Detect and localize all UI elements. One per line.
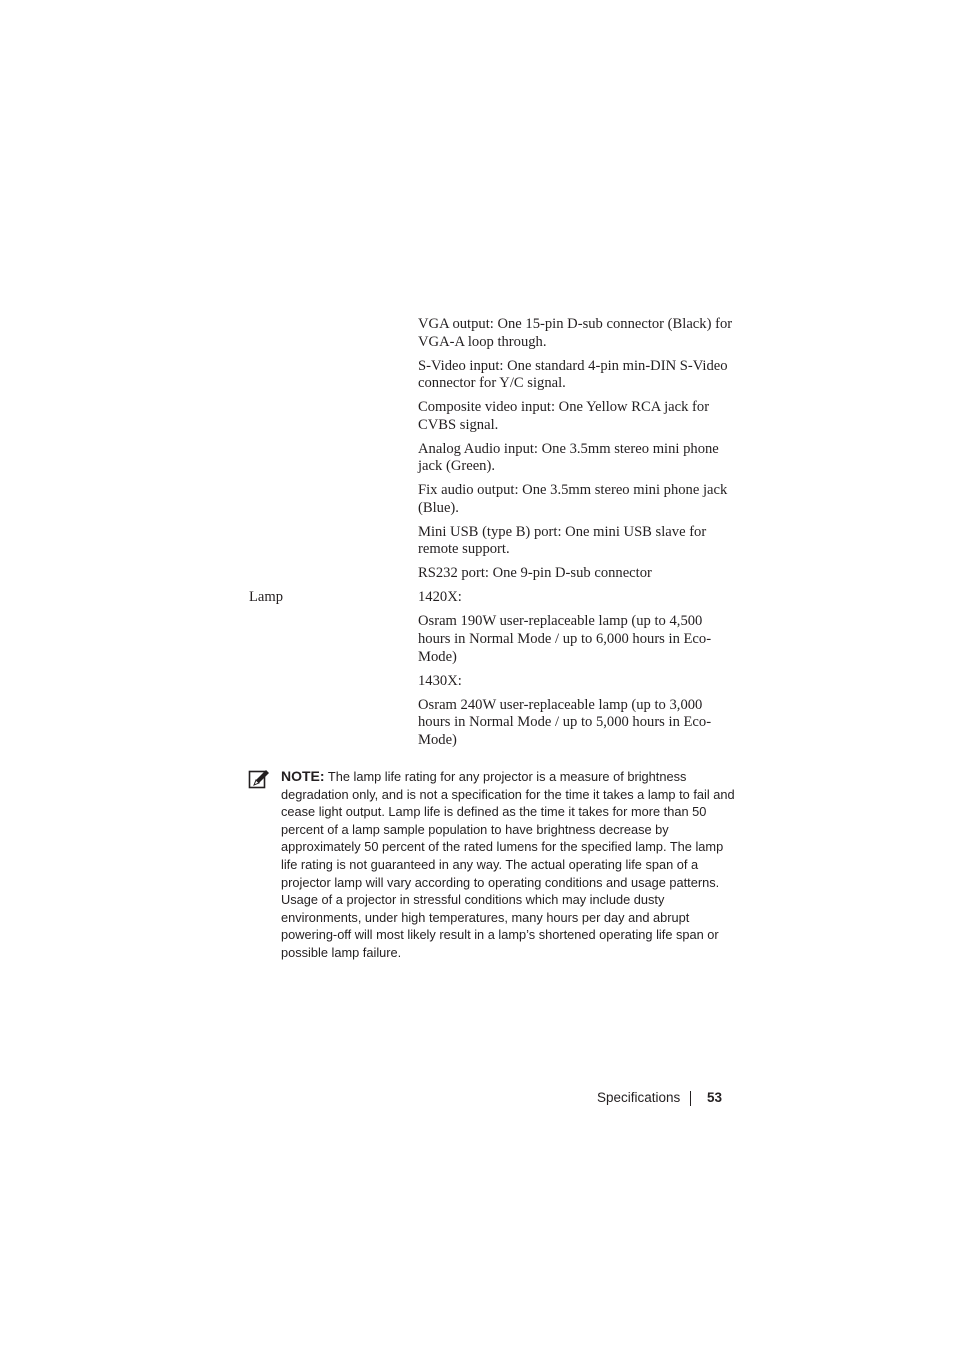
spec-value-mini-usb-port: Mini USB (type B) port: One mini USB slave for remote support. [418, 523, 707, 558]
spec-value-rs232-port: RS232 port: One 9-pin D-sub connector [418, 565, 652, 582]
spec-value-s-video-input: S-Video input: One standard 4-pin min-DIN S-Video connector for Y/C signal. [418, 357, 728, 392]
spec-value-composite-input: Composite video input: One Yellow RCA jack for CVBS signal. [418, 399, 710, 433]
spec-value-analog-audio-input: Analog Audio input: One 3.5mm stereo mini phone jack (Green). [418, 440, 719, 475]
spec-value-lamp-1420x: Osram 190W user-replaceable lamp (up to 4,500 hours in Normal Mode / up to 6,000 hours in Eco-Mode) [418, 613, 712, 665]
spec-table [0, 316, 954, 756]
page-number: 53 [707, 1090, 723, 1105]
note-text [281, 768, 738, 962]
note-box [248, 768, 738, 962]
footer-section-title: Specifications [597, 1090, 681, 1105]
spec-value-vga-output: VGA output: One 15-pin D-sub connector (Black) for VGA-A loop through. [418, 316, 733, 350]
spec-label-lamp: Lamp [249, 589, 284, 606]
spec-value-lamp-1430x: Osram 240W user-replaceable lamp (up to 3,000 hours in Normal Mode / up to 5,000 hours in Eco-Mode) [418, 696, 712, 748]
note-pencil-icon [248, 768, 270, 790]
note-label: NOTE: [281, 768, 325, 784]
spec-value-lamp-1420x-heading: 1420X: [418, 589, 462, 606]
footer-separator [690, 1091, 691, 1106]
note-body: The lamp life rating for any projector is a measure of brightness degradation only, and is not a specification for the time it takes a lamp to fail and cease light output. Lamp life is defined as the time it takes for more than 50 percent of a lamp sample population to have brightness decrease by approximately 50 percent of the rated lumens for the specified lamp. The lamp life rating is not guaranteed in any way. The actual operating life span of a projector lamp will vary according to operating conditions and usage patterns. Usage of a projector in stressful conditions which may include dusty environments, under high temperatures, many hours per day and abrupt powering-off will most likely result in a lamp’s shortened operating life span or possible lamp failure. [281, 769, 735, 960]
spec-value-fix-audio-output: Fix audio output: One 3.5mm stereo mini phone jack (Blue). [418, 482, 728, 516]
spec-row-lamp [0, 589, 954, 607]
spec-value-lamp-1430x-heading: 1430X: [418, 672, 462, 689]
